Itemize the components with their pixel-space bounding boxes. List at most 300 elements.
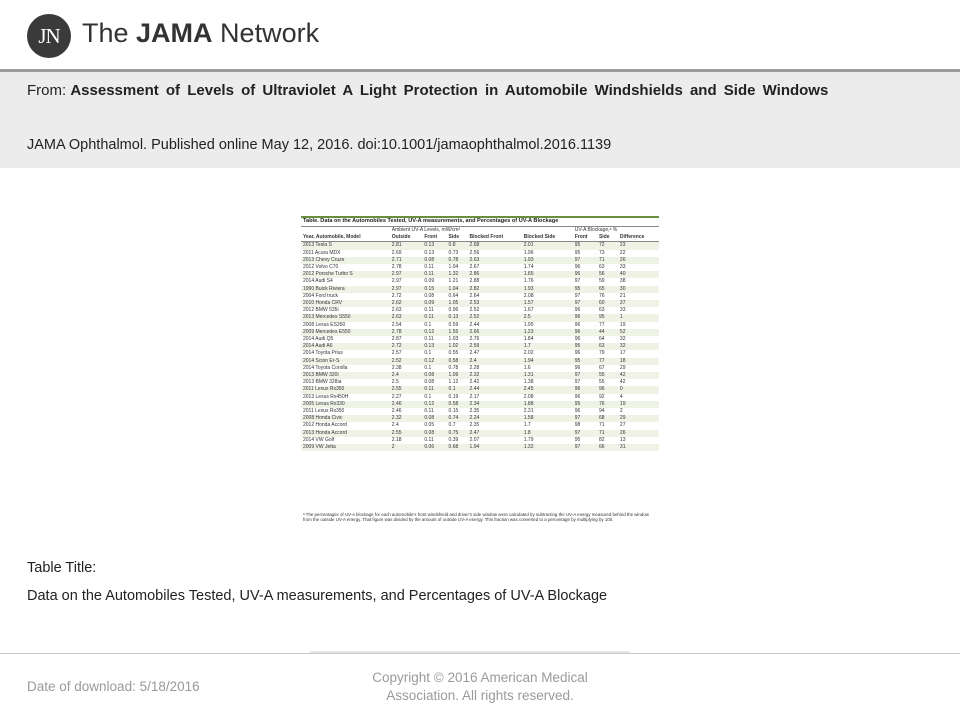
table-cell: 2.35 [469,422,480,429]
table-cell: 73 [598,249,605,256]
table-cell: 1.04 [447,286,468,293]
table-cell: 2012 Honda Accord [303,422,347,429]
table-cell: 33 [619,264,626,271]
table-cell: 96 [574,350,581,357]
table-row [301,278,659,285]
table-cell: 2.56 [469,249,480,256]
table-cell: 2014 Audi A6 [301,343,390,350]
table-cell: 32 [619,336,626,343]
table-cell: 2.97 [391,278,402,285]
download-date: Date of download: 5/18/2016 [27,679,200,694]
table-cell: 2.54 [391,321,402,328]
table-cell: 32 [618,343,659,350]
table-cell: 44 [597,329,618,336]
table-cell: 42 [618,372,659,379]
table-cell: 0.64 [448,292,459,299]
table-cell: 2.5 [522,314,573,321]
table-cell: 2012 Volvo C70 [303,264,339,271]
table-cell: 0.08 [422,257,446,264]
table-cell: 2.5 [391,379,399,386]
table-cell: 1.38 [523,379,534,386]
table-cell: 2004 Ford truck [303,292,339,299]
table-cell: 2.24 [468,415,522,422]
table-cell: 0.08 [422,430,446,437]
table-cell: 60 [597,300,618,307]
table-cell: 2014 Toyota Corolla [303,364,348,371]
table-cell: 0.13 [447,314,468,321]
table-row [301,444,659,451]
table-row [301,329,659,336]
table-cell: 2.64 [469,292,480,299]
table-row [301,271,659,278]
table-cell: 72 [597,242,618,250]
table-row [301,336,659,343]
table-cell: 0.05 [424,422,435,429]
table-cell: 0.8 [447,242,468,250]
table-cell: 2012 Porsche Turbo S [301,271,390,278]
table-cell: 0.68 [447,444,468,451]
table-cell: 96 [574,408,581,415]
table-cell: 1.96 [523,249,534,256]
table-cell: 0.06 [422,444,446,451]
table-cell: 1.76 [523,278,534,285]
table-cell: 0.12 [422,329,446,336]
group-header-empty [301,227,390,235]
table-cell: 71 [597,430,618,437]
table-cell: 0.1 [424,364,432,371]
article-info-panel [0,72,960,168]
table-cell: 2.52 [468,314,522,321]
table-cell: 2014 Audi S4 [303,278,333,285]
copyright-line-1: Copyright © 2016 American Medical [372,670,588,685]
table-cell: 2.55 [390,386,423,393]
table-cell: 2014 Audi Q5 [303,336,334,343]
table-cell: 56 [597,271,618,278]
table-row [301,379,659,386]
table-cell: 1.88 [522,401,573,408]
table-cell: 2.86 [468,271,522,278]
table-cell: 1.94 [522,358,573,365]
table-cell: 0.11 [424,307,434,314]
article-title-link[interactable]: Assessment of Levels of Ultraviolet A Light Protection in Automobile Windshields and Side Windows [70,82,829,99]
table-cell: 2013 Tesla S [301,242,390,250]
table-cell: 2.72 [391,292,402,299]
table-row [301,307,659,314]
table-cell: 77 [597,358,618,365]
table-cell: 0.1 [424,321,432,328]
brand-name-bold: JAMA [136,18,213,48]
table-cell: 2013 Honda Accord [301,430,390,437]
table-cell: 67 [598,364,605,371]
table-row [301,322,659,329]
table-cell: 96 [573,329,597,336]
table-cell: 95 [573,343,597,350]
table-cell: 96 [597,386,618,393]
table-cell: 96 [574,307,581,314]
table-cell: 2.42 [469,379,480,386]
table-cell: 2.35 [469,408,480,415]
table-cell: 2.4 [390,372,423,379]
table-title-text: Data on the Automobiles Tested, UV-A measurements, and Percentages of UV-A Blockage [27,588,608,604]
table-cell: 0.75 [447,430,468,437]
table-cell: 22 [619,249,626,256]
table-cell: 0.11 [422,314,446,321]
table-cell: 2.44 [469,321,480,328]
table-cell: 0.39 [448,436,459,443]
table-cell: 2.34 [468,401,522,408]
table-cell: 96 [573,314,597,321]
table-cell: 0.74 [447,415,468,422]
table-cell: 0.08 [424,379,435,386]
table-body [301,242,659,451]
table-cell: 2.02 [523,350,534,357]
table-cell: 96 [574,336,581,343]
table-cell: 92 [598,393,605,400]
table-cell: 2.44 [468,386,522,393]
table-cell: 13 [619,436,626,443]
table-cell: 1.03 [448,336,459,343]
table-cell: 1.74 [523,264,534,271]
table-row [301,250,659,257]
table-row [301,350,659,357]
table-row [301,286,659,293]
table-cell: 97 [574,278,581,285]
table-cell: 0.1 [424,393,432,400]
table-cell: 0.11 [424,436,434,443]
table-row [301,422,659,429]
table-row [301,437,659,444]
table-cell: 2.59 [468,343,522,350]
table-cell: 0.1 [447,386,468,393]
table-cell: 0.58 [447,358,468,365]
table-title-label: Table Title: [27,560,97,576]
table-cell: 2009 VW Jetta [301,444,390,451]
table-cell: 2.53 [468,300,522,307]
table-cell: 95 [574,436,581,443]
table-cell: 0 [618,386,659,393]
table-cell: 2.32 [468,372,522,379]
column-header: Front [573,234,597,242]
table-cell: 2.67 [469,264,480,271]
data-table [301,226,659,451]
jama-network-logo[interactable]: JN [27,14,71,58]
table-cell: 76 [597,401,618,408]
table-row [301,257,659,264]
table-cell: 2014 VW Golf [303,436,335,443]
table-cell: 96 [573,386,597,393]
table-cell: 82 [598,436,605,443]
table-cell: 95 [573,242,597,250]
table-cell: 2.57 [391,350,402,357]
table-cell: 2.87 [391,336,402,343]
table-cell: 55 [598,379,605,386]
table-cell: 63 [598,264,605,271]
table-cell: 2011 Acura MDX [303,249,341,256]
table-cell: 0.55 [448,350,459,357]
table-cell: 1.04 [448,264,459,271]
table-cell: 2008 Honda Civic [301,415,390,422]
table-cell: 2.4 [391,422,399,429]
table-cell: 0.08 [422,415,446,422]
table-row [301,242,659,250]
table-cell: 1.21 [448,278,459,285]
citation: JAMA Ophthalmol. Published online May 12, 2016. doi:10.1001/jamaophthalmol.2016.1139 [27,137,612,153]
table-row [301,264,659,271]
table-cell: 0.15 [422,286,446,293]
table-cell: 96 [574,364,581,371]
table-cell: 2 [619,408,623,415]
table-cell: 23 [618,242,659,250]
table-cell: 2.81 [390,242,423,250]
figure-footnote: ᵃ The percentages of UV-A blockage for each automobile's front windshield and driver's side window were calculated by subtracting the UV-A energy measured behind the window from the outside UV-A energy. That figure was divided by the amount of outside UV-A energy. This fraction was converted to a percentage by multiplying by 100. [303,512,649,523]
table-cell: 2.08 [523,393,534,400]
table-cell: 65 [597,286,618,293]
table-cell: 0.08 [424,292,435,299]
table-cell: 4 [619,393,623,400]
table-cell: 2.82 [468,286,522,293]
table-row [301,430,659,437]
table-cell: 19 [618,401,659,408]
table-cell: 2.78 [390,329,423,336]
table-cell: 1.12 [448,379,459,386]
table-cell: 2.46 [391,408,402,415]
table-cell: 1.09 [447,372,468,379]
table-cell: 26 [618,430,659,437]
table-row [301,386,659,393]
table-cell: 0.11 [424,408,434,415]
table-cell: 97 [574,379,581,386]
table-cell: 2.52 [390,358,423,365]
table-cell: 1.8 [522,430,573,437]
table-cell: 2.18 [391,436,402,443]
table-cell: 1.05 [447,300,468,307]
table-cell: 77 [598,321,605,328]
table-row [301,415,659,422]
table-cell: 0.12 [422,401,446,408]
table-cell: 1.94 [468,444,522,451]
table-cell: 2005 Lexus Rx330 [301,401,390,408]
column-header: Year, Automobile, Model [301,234,390,242]
table-cell: 59 [598,278,605,285]
table-cell: 97 [573,372,597,379]
table-cell: 66 [597,444,618,451]
table-cell: 21 [619,292,626,299]
table-cell: 0.09 [424,278,435,285]
table-cell: 0.15 [448,408,459,415]
table-column-header [301,234,659,242]
table-cell: 2.01 [522,242,573,250]
table-cell: 2013 Lexus Rx450H [303,393,349,400]
table-cell: 2.66 [468,329,522,336]
column-header: Blocked Front [468,234,522,242]
table-cell: 1.7 [522,343,573,350]
brand-name [82,18,319,49]
brand-name-pre: The [82,18,137,48]
table-cell: 2.07 [469,436,480,443]
table-cell: 71 [598,422,605,429]
table-row [301,408,659,415]
table-cell: 2.08 [523,292,534,299]
column-header: Blocked Side [522,234,573,242]
table-cell: 96 [574,321,581,328]
table-cell: 33 [619,307,626,314]
table-row [301,372,659,379]
table-cell: 0.59 [448,321,459,328]
table-cell: 1.93 [522,257,573,264]
table-cell: 2.38 [391,364,402,371]
table-cell: 2.76 [469,336,480,343]
table-cell: 2.71 [390,257,423,264]
table-cell: 0.7 [448,422,456,429]
table-cell: 95 [573,401,597,408]
table-cell: 97 [573,430,597,437]
table-cell: 2014 Toyota Prius [303,350,343,357]
table-cell: 2008 Lexus ES350 [303,321,346,328]
table-cell: 0.13 [424,249,435,256]
table-cell: 0.11 [422,386,446,393]
table-row [301,343,659,350]
table-cell: 1.58 [522,415,573,422]
table-cell: 2.63 [391,307,402,314]
table-cell: 0.12 [422,358,446,365]
table-cell: 95 [597,314,618,321]
table-cell: 2.63 [468,257,522,264]
table-cell: 2.46 [390,401,423,408]
table-cell: 1.84 [523,336,534,343]
table-cell: 2013 BMW 320i [301,372,390,379]
table-cell: 96 [574,264,581,271]
table-cell: 68 [597,415,618,422]
table-cell: 98 [574,422,581,429]
table-cell: 0.19 [448,393,459,400]
copyright-notice [340,669,620,705]
table-cell: 0.09 [422,300,446,307]
table-cell: 1.79 [523,436,534,443]
footer-divider [0,653,960,654]
table-cell: 0.13 [422,242,446,250]
table-cell: 2 [390,444,423,451]
table-cell: 97 [573,257,597,264]
table-cell: 1.95 [523,321,534,328]
table-row [301,394,659,401]
table-row [301,358,659,365]
table-cell: 64 [598,336,605,343]
table-cell: 0.08 [422,372,446,379]
table-cell: 1.57 [522,300,573,307]
table-cell: 71 [597,257,618,264]
table-cell: 0.11 [424,264,434,271]
table-cell: 2.47 [469,350,480,357]
table-cell: 0.11 [422,271,446,278]
table-cell: 76 [598,292,605,299]
table-cell: 79 [598,350,605,357]
table-cell: 2.52 [469,307,480,314]
column-header: Front [422,234,446,242]
table-cell: 0.78 [447,257,468,264]
table-cell: 0.58 [447,401,468,408]
table-row [301,293,659,300]
from-label: From: [27,82,71,99]
table-row [301,401,659,408]
table-cell: 2014 Scion Er-S [301,358,390,365]
table-cell: 1990 Buick Riviera [301,286,390,293]
figure-title: Table. Data on the Automobiles Tested, UV-A measurements, and Percentages of UV-A Blockage [303,218,559,224]
column-header: Difference [618,234,659,242]
table-cell: 0.78 [448,364,459,371]
table-cell: 1.55 [447,329,468,336]
table-cell: 95 [573,358,597,365]
column-header: Side [447,234,468,242]
table-cell: 0.73 [448,249,459,256]
table-cell: 97 [573,300,597,307]
table-cell: 0.13 [422,343,446,350]
table-cell: 2.31 [523,408,534,415]
table-cell: 63 [598,307,605,314]
table-cell: 2.78 [391,264,402,271]
table-cell: 2.63 [390,314,423,321]
table-cell: 1.23 [522,329,573,336]
table-cell: 2.62 [390,300,423,307]
table-cell: 27 [619,422,626,429]
table-cell: 40 [618,271,659,278]
table-cell: 0.96 [448,307,459,314]
table-cell: 1.65 [522,271,573,278]
table-cell: 2.55 [390,430,423,437]
table-cell: 52 [618,329,659,336]
table-cell: 2011 Lexus Rx350 [303,408,345,415]
table-cell: 18 [618,358,659,365]
table-cell: 2.28 [469,364,480,371]
column-header: Side [597,234,618,242]
table-cell: 55 [597,372,618,379]
table-cell: 2.88 [469,278,480,285]
table-cell: 31 [618,444,659,451]
table-cell: 2009 Mercedes E550 [301,329,390,336]
table-cell: 1.02 [447,343,468,350]
table-cell: 2.68 [468,242,522,250]
table-cell: 29 [618,415,659,422]
table-group-header [301,227,659,235]
table-cell: 19 [619,321,626,328]
table-cell: 1.32 [522,444,573,451]
table-cell: 1.6 [523,364,531,371]
table-cell: 94 [598,408,605,415]
table-cell: 63 [597,343,618,350]
table-cell: 95 [574,249,581,256]
table-cell: 17 [619,350,626,357]
table-cell: 2013 BMW 328ia [303,379,342,386]
table-cell: 1.7 [523,422,531,429]
table-cell: 2.97 [390,271,423,278]
table-cell: 2.4 [468,358,522,365]
table-cell: 0.1 [424,350,432,357]
table-cell: 2.47 [468,430,522,437]
table-cell: 2013 Chevy Cruze [301,257,390,264]
table-cell: 96 [573,271,597,278]
header [0,0,960,70]
table-cell: 95 [573,286,597,293]
table-cell: 97 [573,415,597,422]
table-figure-image [301,216,659,540]
table-cell: 2.69 [391,249,402,256]
table-cell: 97 [574,292,581,299]
table-cell: 0.11 [424,336,434,343]
table-cell: 2.32 [390,415,423,422]
table-cell: 2012 BMW 535i [303,307,339,314]
table-cell: 29 [619,364,626,371]
table-cell: 2.72 [390,343,423,350]
copyright-line-2: Association. All rights reserved. [386,688,574,703]
